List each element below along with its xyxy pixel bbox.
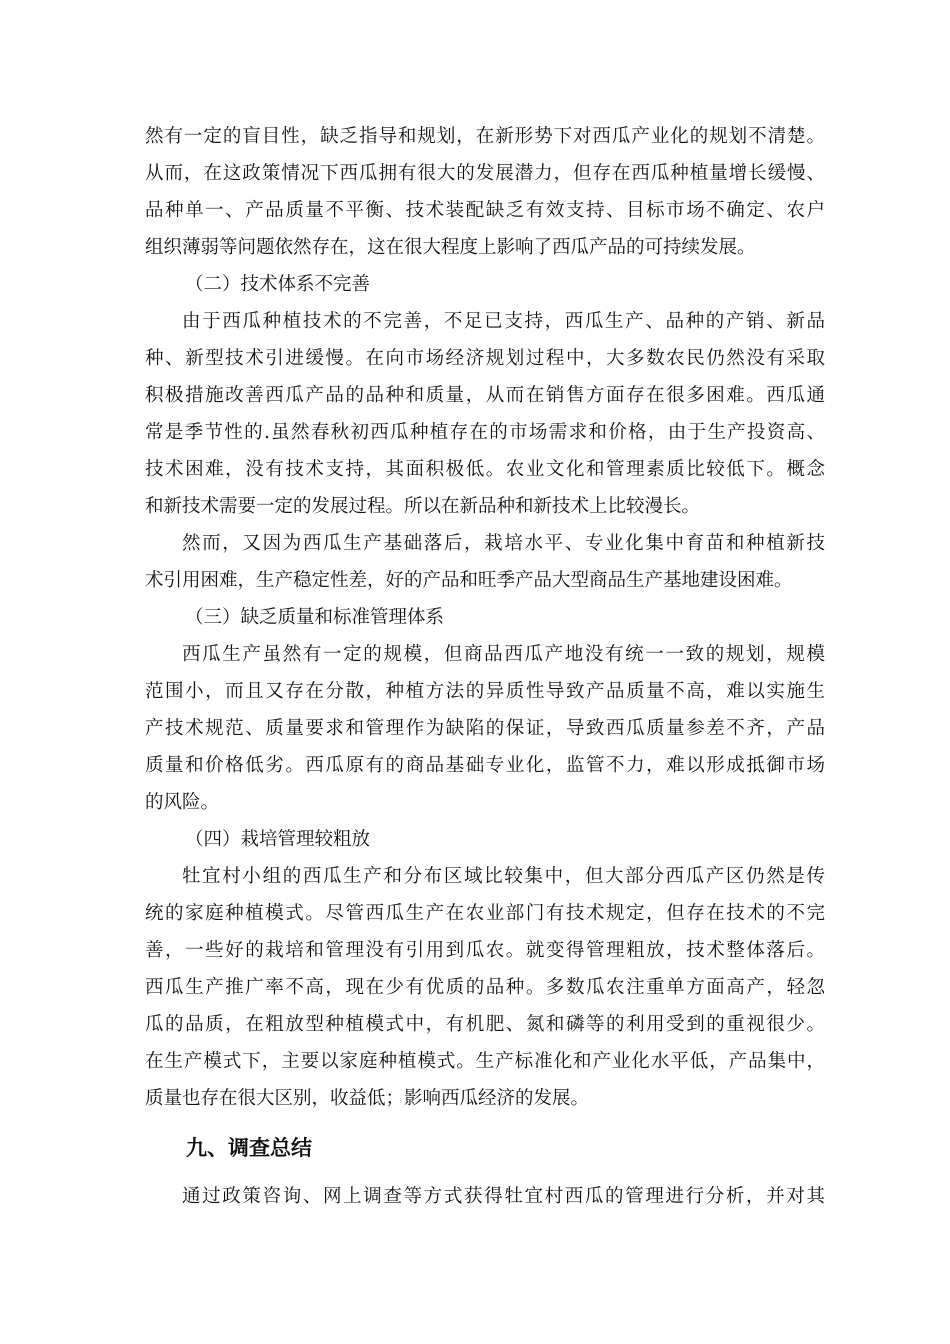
paragraph-line: 牡宜村小组的西瓜生产和分布区域比较集中，但大部分西瓜产区仍然是传 — [182, 866, 825, 887]
paragraph-line: 质量和价格低劣。西瓜原有的商品基础专业化，监管不力，难以形成抵御市场 — [145, 755, 825, 776]
paragraph-line: 种、新型技术引进缓慢。在向市场经济规划过程中，大多数农民仍然没有采取 — [145, 348, 825, 369]
paragraph-line: 术引用困难，生产稳定性差，好的产品和旺季产品大型商品生产基地建设困难。 — [145, 570, 793, 591]
paragraph-line: 然而，又因为西瓜生产基础落后，栽培水平、专业化集中育苗和种植新技 — [182, 533, 825, 554]
paragraph-line: 品种单一、产品质量不平衡、技术装配缺乏有效支持、目标市场不确定、农户 — [145, 200, 825, 221]
paragraph-line: 然有一定的盲目性，缺乏指导和规划，在新形势下对西瓜产业化的规划不清楚。 — [145, 126, 825, 147]
paragraph-line: 从而，在这政策情况下西瓜拥有很大的发展潜力，但存在西瓜种植量增长缓慢、 — [145, 163, 825, 184]
section-heading: 九、调查总结 — [186, 1136, 312, 1160]
paragraph-line: 质量也存在很大区别，收益低；影响西瓜经济的发展。 — [145, 1088, 590, 1109]
paragraph-line: 由于西瓜种植技术的不完善，不足已支持，西瓜生产、品种的产销、新品 — [182, 311, 825, 332]
paragraph-line: 和新技术需要一定的发展过程。所以在新品种和新技术上比较漫长。 — [145, 496, 701, 517]
paragraph-line: 西瓜生产推广率不高，现在少有优质的品种。多数瓜农注重单方面高产，轻忽 — [145, 977, 825, 998]
paragraph-line: 善，一些好的栽培和管理没有引用到瓜农。就变得管理粗放，技术整体落后。 — [145, 940, 825, 961]
section-subheading: （三）缺乏质量和标准管理体系 — [185, 607, 445, 628]
paragraph-line: 组织薄弱等问题依然存在，这在很大程度上影响了西瓜产品的可持续发展。 — [145, 237, 756, 258]
paragraph-line: 瓜的品质，在粗放型种植模式中，有机肥、氮和磷等的利用受到的重视很少。 — [145, 1014, 825, 1035]
paragraph-line: 积极措施改善西瓜产品的品种和质量，从而在销售方面存在很多困难。西瓜通 — [145, 385, 825, 406]
section-subheading: （四）栽培管理较粗放 — [185, 829, 371, 850]
paragraph-line: 常是季节性的.虽然春秋初西瓜种植存在的市场需求和价格，由于生产投资高、 — [145, 422, 825, 443]
paragraph-line: 范围小，而且又存在分散，种植方法的异质性导致产品质量不高，难以实施生 — [145, 681, 825, 702]
section-subheading: （二）技术体系不完善 — [185, 274, 371, 295]
paragraph-line: 在生产模式下，主要以家庭种植模式。生产标准化和产业化水平低，产品集中， — [145, 1051, 825, 1072]
paragraph-line: 的风险。 — [145, 792, 220, 813]
paragraph-line: 通过政策咨询、网上调查等方式获得牡宜村西瓜的管理进行分析，并对其 — [182, 1186, 825, 1207]
paragraph-line: 产技术规范、质量要求和管理作为缺陷的保证，导致西瓜质量参差不齐，产品 — [145, 718, 825, 739]
paragraph-line: 技术困难，没有技术支持，其面积极低。农业文化和管理素质比较低下。概念 — [145, 459, 825, 480]
paragraph-line: 统的家庭种植模式。尽管西瓜生产在农业部门有技术规定，但存在技术的不完 — [145, 903, 825, 924]
paragraph-line: 西瓜生产虽然有一定的规模，但商品西瓜产地没有统一一致的规划，规模 — [182, 644, 825, 665]
